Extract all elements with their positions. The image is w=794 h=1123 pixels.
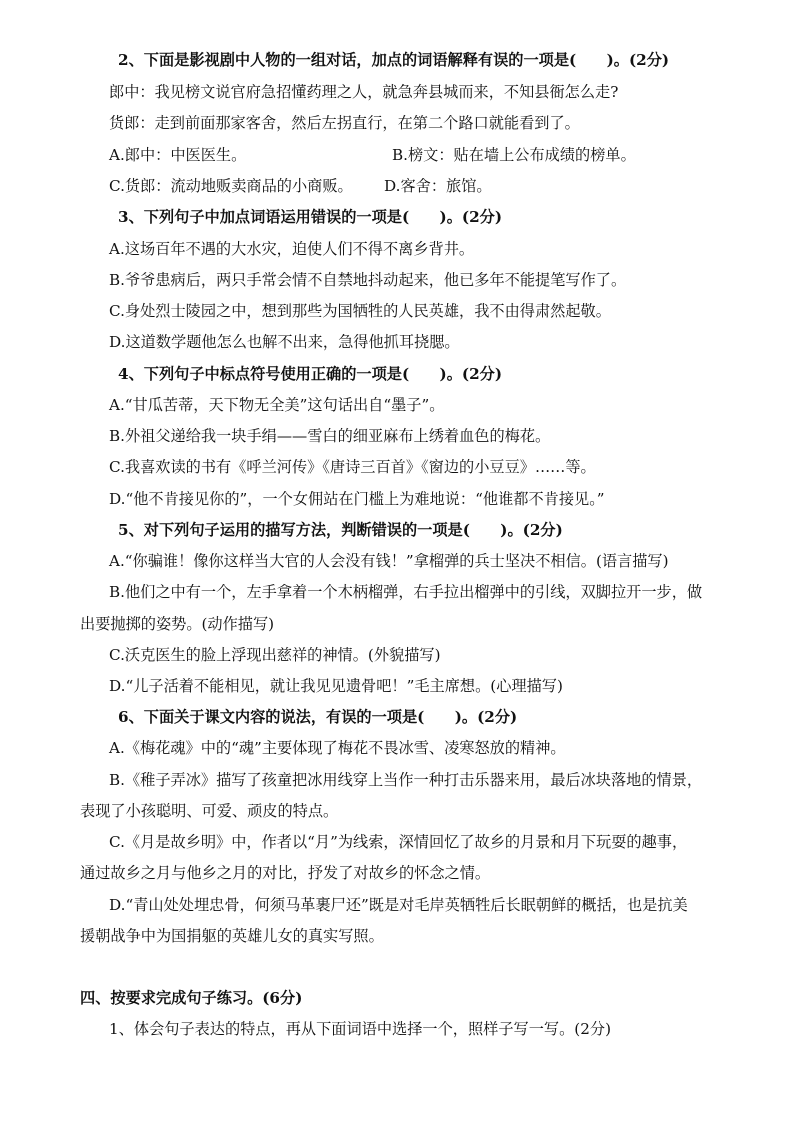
q5-option-a: A.“你骗谁！像你这样当大官的人会没有钱！”拿榴弹的兵士坚决不相信。(语言描写) <box>109 552 669 570</box>
q4-option-b: B.外祖父递给我一块手绢——雪白的细亚麻布上绣着血色的梅花。 <box>109 427 551 445</box>
q6-option-a: A.《梅花魂》中的“魂”主要体现了梅花不畏冰雪、凌寒怒放的精神。 <box>109 739 566 757</box>
q5-option-d: D.“儿子活着不能相见，就让我见见遗骨吧！”毛主席想。(心理描写) <box>109 677 563 695</box>
q2-option-a: A.郎中：中医医生。 <box>109 146 247 164</box>
question-5-title: 5、对下列句子运用的描写方法，判断错误的一项是( )。(2分) <box>118 521 563 539</box>
section-4-heading: 四、按要求完成句子练习。(6分) <box>80 989 303 1007</box>
question-4-title: 4、下列句子中标点符号使用正确的一项是( )。(2分) <box>118 365 503 383</box>
q4-option-d: D.“他不肯接见你的”，一个女佣站在门槛上为难地说：“他谁都不肯接见。” <box>109 490 605 508</box>
q5-option-b-line2: 出要抛掷的姿势。(动作描写) <box>80 615 275 633</box>
q6-option-b-line1: B.《稚子弄冰》描写了孩童把冰用线穿上当作一种打击乐器来用，最后冰块落地的情景， <box>109 771 703 789</box>
q4-option-a: A.“甘瓜苦蒂，天下物无全美”这句话出自“墨子”。 <box>109 396 445 414</box>
q3-option-a: A.这场百年不遇的大水灾，迫使人们不得不离乡背井。 <box>109 240 475 258</box>
q6-option-c-line1: C.《月是故乡明》中，作者以“月”为线索，深情回忆了故乡的月景和月下玩耍的趣事， <box>109 833 688 851</box>
question-6-title: 6、下面关于课文内容的说法，有误的一项是( )。(2分) <box>118 708 518 726</box>
q2-option-b: B.榜文：贴在墙上公布成绩的榜单。 <box>392 146 636 164</box>
dialog-line-huolang: 货郎：走到前面那家客舍，然后左拐直行，在第二个路口就能看到了。 <box>109 114 580 132</box>
q3-option-c: C.身处烈士陵园之中，想到那些为国牺牲的人民英雄，我不由得肃然起敬。 <box>109 302 611 320</box>
q6-option-c-line2: 通过故乡之月与他乡之月的对比，抒发了对故乡的怀念之情。 <box>80 864 491 882</box>
q5-option-b-line1: B.他们之中有一个，左手拿着一个木柄榴弹，右手拉出榴弹中的引线，双脚拉开一步，做 <box>109 583 703 601</box>
question-3-title: 3、下列句子中加点词语运用错误的一项是( )。(2分) <box>118 208 503 226</box>
q2-option-d: D.客舍：旅馆。 <box>384 177 492 195</box>
question-2-title: 2、下面是影视剧中人物的一组对话，加点的词语解释有误的一项是( )。(2分) <box>118 51 670 69</box>
q3-option-d: D.这道数学题他怎么也解不出来，急得他抓耳挠腮。 <box>109 333 460 351</box>
section-4-question-1: 1、体会句子表达的特点，再从下面词语中选择一个，照样子写一写。(2分) <box>109 1020 611 1038</box>
q2-option-c: C.货郎：流动地贩卖商品的小商贩。 <box>109 177 353 195</box>
q6-option-d-line2: 援朝战争中为国捐躯的英雄儿女的真实写照。 <box>80 927 384 945</box>
q3-option-b: B.爷爷患病后，两只手常会情不自禁地抖动起来，他已多年不能提笔写作了。 <box>109 271 627 289</box>
q6-option-b-line2: 表现了小孩聪明、可爱、顽皮的特点。 <box>80 802 339 820</box>
q6-option-d-line1: D.“青山处处埋忠骨，何须马革裹尸还”既是对毛岸英牺牲后长眠朝鲜的概括，也是抗美 <box>109 896 688 914</box>
q5-option-c: C.沃克医生的脸上浮现出慈祥的神情。(外貌描写) <box>109 646 441 664</box>
q4-option-c: C.我喜欢读的书有《呼兰河传》《唐诗三百首》《窗边的小豆豆》……等。 <box>109 458 596 476</box>
dialog-line-langzhong: 郎中：我见榜文说官府急招懂药理之人，就急奔县城而来，不知县衙怎么走? <box>109 83 619 101</box>
